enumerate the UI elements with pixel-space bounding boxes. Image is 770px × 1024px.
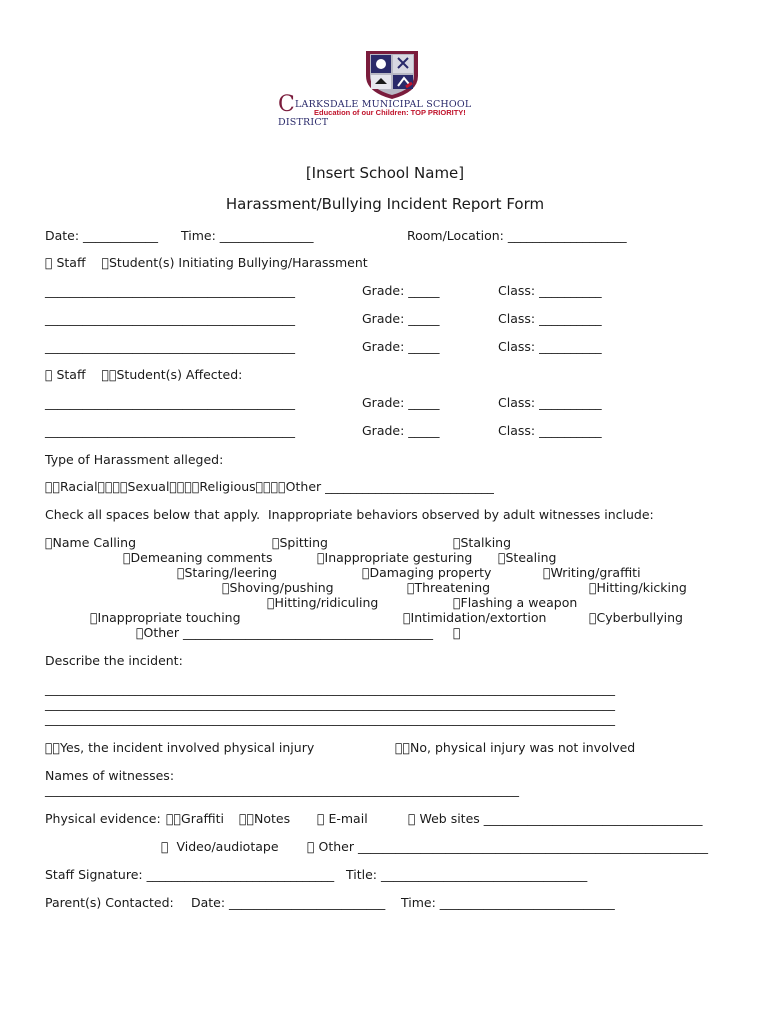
affected-class-field[interactable]: Class: __________ [498,423,602,438]
incident-line[interactable]: _______________________________________________________________________________________________ [45,682,615,696]
parents-contacted-label: Parent(s) Contacted: [45,895,174,910]
checkbox-writing-graffiti[interactable]: Writing/graffiti [543,565,638,580]
checkbox-inappropriate-touching[interactable]: Inappropriate touching [90,610,237,625]
witnesses-label: Names of witnesses: [45,768,175,783]
checkbox-cyberbullying[interactable]: Cyberbullying [589,610,680,625]
checkbox-shoving-pushing[interactable]: Shoving/pushing [222,580,331,595]
evidence-websites-checkbox[interactable]: Web sites ___________________________________ [408,811,699,826]
checkbox-stealing[interactable]: Stealing [498,550,553,565]
initiator-name-line[interactable]: ________________________________________ [45,283,295,298]
incident-line[interactable]: _______________________________________________________________________________________________ [45,712,615,726]
initiator-grade-field[interactable]: Grade: _____ [362,339,440,354]
affected-name-line[interactable]: ________________________________________ [45,423,295,438]
staff-signature-field[interactable]: Staff Signature: ______________________________ [45,867,335,882]
checkbox-damaging-property[interactable]: Damaging property [362,565,488,580]
initiator-grade-field[interactable]: Grade: _____ [362,283,440,298]
initiator-class-field[interactable]: Class: __________ [498,283,602,298]
initiator-name-line[interactable]: ________________________________________ [45,311,295,326]
checkbox-stalking[interactable]: Stalking [453,535,508,550]
injury-yes-checkbox[interactable]: Yes, the incident involved physical injury [45,740,308,755]
behaviors-instruction: Check all spaces below that apply. Inappropriate behaviors observed by adult witnesses include: [45,507,654,522]
checkbox-hitting-kicking[interactable]: Hitting/kicking [589,580,684,595]
checkbox-hitting-ridiculing[interactable]: Hitting/ridiculing [267,595,375,610]
initiating-heading[interactable]: Staff Student(s) Initiating Bullying/Harassment [45,255,361,270]
evidence-video-checkbox[interactable]: Video/audiotape [161,839,275,854]
checkbox-other-behavior[interactable]: Other ________________________________________ [136,625,430,640]
witnesses-line[interactable]: _______________________________________________________________________________ [45,783,519,797]
initiator-class-field[interactable]: Class: __________ [498,311,602,326]
affected-grade-field[interactable]: Grade: _____ [362,395,440,410]
affected-class-field[interactable]: Class: __________ [498,395,602,410]
affected-heading[interactable]: Staff Student(s) Affected: [45,367,232,382]
parents-time-field[interactable]: Time: ____________________________ [401,895,615,910]
initiator-name-line[interactable]: ________________________________________ [45,339,295,354]
evidence-email-checkbox[interactable]: E-mail [317,811,365,826]
harassment-type-label: Type of Harassment alleged: [45,452,224,467]
initiator-grade-field[interactable]: Grade: _____ [362,311,440,326]
district-logo [278,44,494,128]
harassment-type-options[interactable]: Racial Sexual Religious Other ___________________________ [45,479,445,494]
checkbox-name-calling[interactable]: Name Calling [45,535,133,550]
checkbox-intimidation-extortion[interactable]: Intimidation/extortion [403,610,543,625]
affected-name-line[interactable]: ________________________________________ [45,395,295,410]
checkbox-staring-leering[interactable]: Staring/leering [177,565,274,580]
checkbox-spitting[interactable]: Spitting [272,535,325,550]
room-location-field[interactable]: Room/Location: ___________________ [407,228,627,243]
checkbox-flashing-weapon[interactable]: Flashing a weapon [453,595,574,610]
injury-no-checkbox[interactable]: No, physical injury was not involved [395,740,629,755]
checkbox-demeaning-comments[interactable]: Demeaning comments [123,550,269,565]
checkbox-inappropriate-gesturing[interactable]: Inappropriate gesturing [317,550,469,565]
district-name: CLARKSDALE MUNICIPAL SCHOOL DISTRICT [278,92,472,128]
school-name: [Insert School Name] [305,164,465,182]
staff-title-field[interactable]: Title: _________________________________ [346,867,588,882]
form-title: Harassment/Bullying Incident Report Form [225,195,545,213]
incident-line[interactable]: _______________________________________________________________________________________________ [45,697,615,711]
evidence-notes-checkbox[interactable]: Notes [239,811,284,826]
evidence-graffiti-checkbox[interactable]: Graffiti [166,811,217,826]
evidence-label: Physical evidence: [45,811,161,826]
time-field[interactable]: Time: _______________ [181,228,314,243]
parents-date-field[interactable]: Date: _________________________ [191,895,386,910]
checkbox-threatening[interactable]: Threatening [407,580,487,595]
date-field[interactable]: Date: ____________ [45,228,159,243]
initiator-class-field[interactable]: Class: __________ [498,339,602,354]
district-tagline: Education of our Children: TOP PRIORITY! [314,108,466,117]
affected-grade-field[interactable]: Grade: _____ [362,423,440,438]
checkbox-extra[interactable] [453,625,457,640]
evidence-other-checkbox[interactable]: Other ________________________________________________________ [307,839,705,854]
incident-label: Describe the incident: [45,653,183,668]
